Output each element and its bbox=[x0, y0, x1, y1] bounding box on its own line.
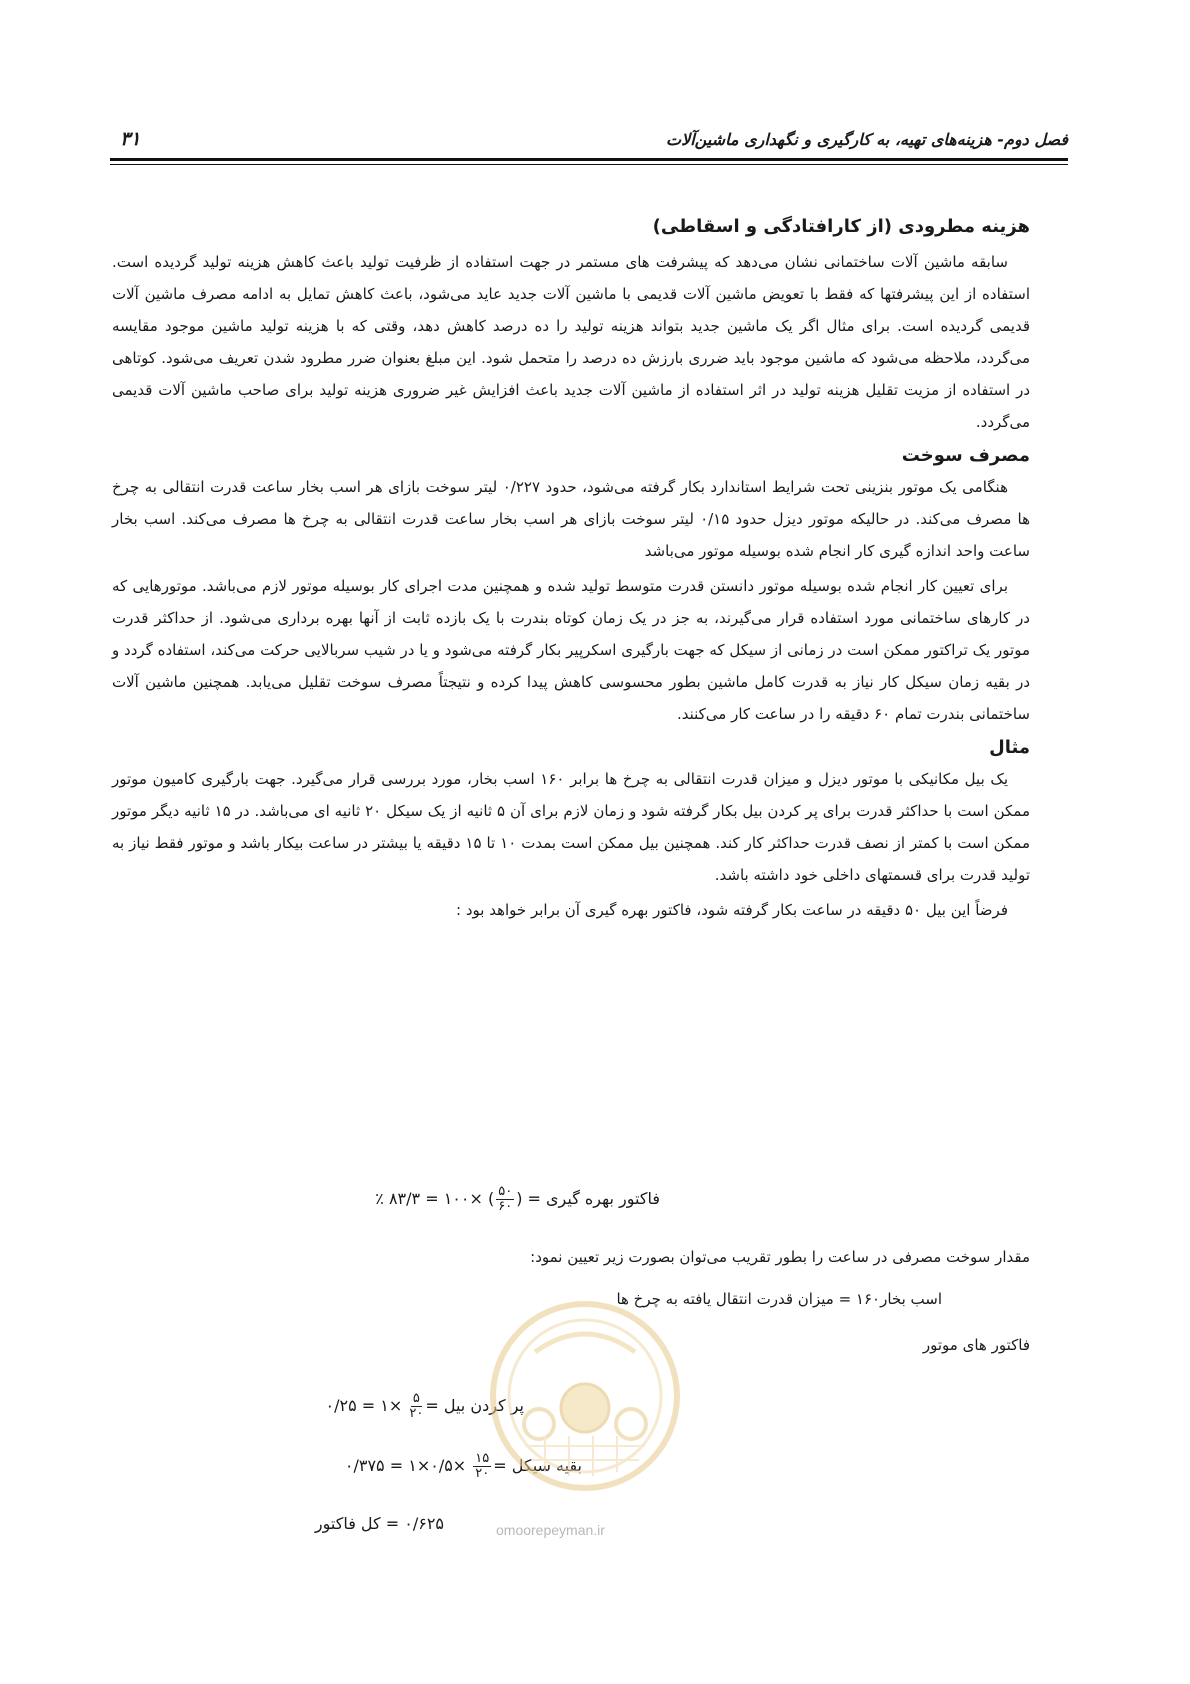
fraction-denominator: ۶۰ bbox=[498, 1199, 513, 1214]
paragraph-example-1: یک بیل مکانیکی با موتور دیزل و میزان قدرت انتقالی به چرخ ها برابر ۱۶۰ اسب بخار، مورد بررسی قرار می‌گیرد. جهت بارگیری کامیون موتور ممکن است با حداکثر قدرت برای پر کردن بیل بکار گرفته شود و زمان لازم برای آن ۵ ثانیه از یک سیکل ۲۰ ثانیه ای می‌باشد. در ۱۵ ثانیه دیگر موتور ممکن است با کمتر از نصف قدرت حداکثر کار کند. همچنین بیل ممکن است بمدت ۱۰ تا ۱۵ دقیقه یا بیشتر در ساعت بیکار باشد و موتور فقط نیاز به تولید قدرت برای قسمتهای داخلی خود داشته باشد. bbox=[112, 770, 1030, 884]
formula-result: ×۰/۵×۱ = ۰/۳۷۵ bbox=[344, 1456, 467, 1475]
formula-fraction bbox=[409, 1392, 423, 1421]
power-line: اسب بخار۱۶۰ = میزان قدرت انتقال یافته به چرخ ها bbox=[616, 1290, 942, 1308]
formula-result: ×۱۰۰ = ۸۳/۳ ٪ bbox=[375, 1189, 483, 1208]
engine-factors-label: فاکتور های موتور bbox=[922, 1336, 1030, 1354]
paragraph-example-2: فرضاً این بیل ۵۰ دقیقه در ساعت بکار گرفته شود، فاکتور بهره گیری آن برابر خواهد بود : bbox=[456, 901, 1008, 919]
body-text bbox=[112, 212, 1030, 926]
fraction-numerator: ۵۰ bbox=[498, 1184, 513, 1199]
header-rule-thick bbox=[110, 158, 1068, 161]
formula-fill: پر کردن بیل = $\frac{۵}{۲۰}$ ×۱ = ۰/۲۵ bbox=[325, 1391, 524, 1421]
formula-result: ×۱ = ۰/۲۵ bbox=[325, 1396, 403, 1415]
section-heading-fuel: مصرف سوخت bbox=[901, 445, 1030, 466]
page-header bbox=[110, 124, 1068, 160]
section-heading-example: مثال bbox=[989, 737, 1030, 758]
formula-label: فاکتور بهره گیری bbox=[546, 1189, 660, 1208]
formula-utilization: فاکتور بهره گیری = ( $\frac{۵۰}{۶۰}$ ) ×۱۰۰ = ۸۳/۳ ٪ bbox=[375, 1184, 660, 1214]
paragraph-fuel-1: هنگامی یک موتور بنزینی تحت شرایط استاندارد بکار گرفته می‌شود، حدود ۰/۲۲۷ لیتر سوخت بازای هر اسب بخار ساعت قدرت انتقالی به چرخ ها مصرف می‌کند. در حالیکه موتور دیزل حدود ۰/۱۵ لیتر سوخت بازای هر اسب بخار ساعت قدرت انتقالی به چرخ ها مصرف می‌کند. اسب بخار ساعت واحد اندازه گیری کار انجام شده بوسیله موتور می‌باشد bbox=[112, 478, 1030, 560]
formula-label: بقیه سیکل bbox=[511, 1456, 582, 1475]
page-number: ۳۱ bbox=[120, 128, 141, 150]
paragraph-obsolescence: سابقه ماشین آلات ساختمانی نشان می‌دهد که پیشرفت های مستمر در جهت استفاده از ظرفیت تولید باعث کاهش هزینه تولید گردیده است. استفاده از این پیشرفتها که فقط با تعویض ماشین آلات قدیمی با ماشین آلات جدید عاید می‌شود، باعث کاهش تمایل به ادامه مصرف ماشین آلات قدیمی گردیده است. برای مثال اگر یک ماشین جدید بتواند هزینه تولید را ده درصد کاهش دهد، وقتی که با هزینه تولید ماشین موجود مقایسه می‌گردد، ملاحظه می‌شود که ماشین موجود باید ضرری بارزش ده درصد را متحمل شود. این مبلغ بعنوان ضرر مطرود شدن تعریف می‌شود. کوتاهی در استفاده از مزیت تقلیل هزینه تولید در اثر استفاده از ماشین آلات جدید باعث افزایش غیر ضروری هزینه تولید برای صاحب ماشین آلات قدیمی می‌گردد. bbox=[112, 253, 1030, 431]
header-rule-thin bbox=[110, 164, 1068, 165]
paragraph-fuel-2: برای تعیین کار انجام شده بوسیله موتور دانستن قدرت متوسط تولید شده و همچنین مدت اجرای کار بوسیله موتور لازم می‌باشد. موتورهایی که در کارهای ساختمانی مورد استفاده قرار می‌گیرند، به جز در یک زمان کوتاه بندرت با یک بازده ثابت از آنها بهره برداری می‌شود. از حداکثر قدرت موتور یک تراکتور ممکن است در زمانی از سیکل که جهت بارگیری اسکرپیر بکار گرفته می‌شود و یا در شیب سربالایی حرکت می‌کند، استفاده گردد و در بقیه زمان سیکل کار نیاز به قدرت کامل ماشین بطور محسوسی کاهش پیدا کرده و نتیجتاً مصرف سوخت تقلیل می‌یابد. همچنین ماشین آلات ساختمانی بندرت تمام ۶۰ دقیقه را در ساعت کار می‌کنند. bbox=[112, 577, 1030, 723]
formula-label: پر کردن بیل bbox=[443, 1396, 524, 1415]
formula-total: ۰/۶۲۵ = کل فاکتور bbox=[314, 1514, 444, 1533]
formula-remainder: بقیه سیکل = $\frac{۱۵}{۲۰}$ ×۰/۵×۱ = ۰/۳۷۵ bbox=[344, 1451, 582, 1481]
fraction-denominator: ۲۰ bbox=[409, 1406, 424, 1421]
watermark-seal-icon bbox=[475, 1296, 695, 1496]
formula-fraction bbox=[496, 1185, 514, 1214]
fraction-numerator: ۱۵ bbox=[475, 1451, 490, 1466]
chapter-title: فصل دوم- هزینه‌های تهیه، به کارگیری و نگهداری ماشین‌آلات bbox=[666, 130, 1068, 149]
fraction-denominator: ۲۰ bbox=[475, 1466, 490, 1481]
section-heading-obsolescence: هزینه مطرودی (از کارافتادگی و اسقاطی) bbox=[652, 216, 1030, 237]
fuel-intro-line: مقدار سوخت مصرفی در ساعت را بطور تقریب می‌توان بصورت زیر تعیین نمود: bbox=[530, 1248, 1030, 1266]
fraction-numerator: ۵ bbox=[412, 1391, 420, 1406]
watermark-url: omoorepeyman.ir bbox=[496, 1522, 605, 1538]
